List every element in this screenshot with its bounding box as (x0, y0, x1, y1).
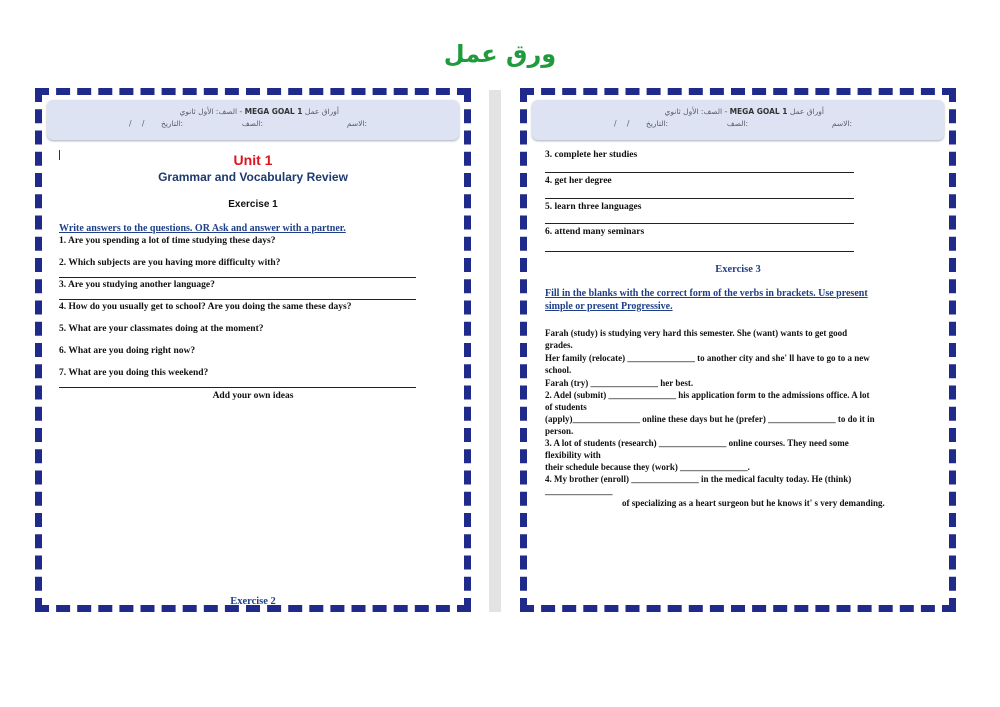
exercise-3-line-5: Farah (try) _______________ her best. (545, 378, 694, 388)
class-label: الصف: (726, 119, 748, 128)
exercise-2-heading: Exercise 2 (230, 596, 276, 607)
exercise-3-instruction-line-2: simple or present Progressive. (545, 301, 673, 312)
question-2: 2. Which subjects are you having more difficulty with? (59, 258, 281, 268)
date-slashes: / / (614, 119, 634, 128)
question-1: 1. Are you spending a lot of time studying these days? (59, 236, 276, 246)
answer-line[interactable] (545, 223, 854, 224)
exercise-3-line-6: 2. Adel (submit) _______________ his application form to the admissions office. A lot (545, 390, 870, 400)
section-subtitle: Grammar and Vocabulary Review (158, 170, 348, 184)
item-6: 6. attend many seminars (545, 227, 645, 237)
question-6: 6. What are you doing right now? (59, 346, 196, 356)
exercise-3-line-2: grades. (545, 340, 573, 350)
exercise-3-heading: Exercise 3 (715, 264, 761, 275)
question-7: 7. What are you doing this weekend? (59, 368, 209, 378)
answer-line[interactable] (545, 198, 854, 199)
answer-line[interactable] (545, 172, 854, 173)
exercise-3-line-1: Farah (study) is studying very hard this semester. She (want) wants to get good (545, 328, 848, 338)
name-label: الاسم: (831, 119, 852, 128)
answer-line[interactable] (545, 251, 854, 252)
answer-line[interactable] (59, 277, 416, 278)
exercise-3-line-11: flexibility with (545, 450, 601, 460)
name-label: الاسم: (346, 119, 367, 128)
date-label: التاريخ: (646, 119, 668, 128)
exercise-1-instruction: Write answers to the questions. OR Ask and answer with a partner. (59, 223, 346, 234)
exercise-3-line-8: (apply)_______________ online these days but he (prefer) _______________ to do it in (545, 414, 875, 424)
item-4: 4. get her degree (545, 176, 612, 186)
answer-line[interactable] (59, 299, 416, 300)
exercise-1-heading: Exercise 1 (228, 199, 278, 210)
answer-line[interactable] (59, 387, 416, 388)
date-slashes: / / (129, 119, 149, 128)
own-ideas-label: Add your own ideas (212, 391, 294, 401)
question-4: 4. How do you usually get to school? Are you doing the same these days? (59, 302, 352, 312)
worksheet-page-right (520, 88, 956, 612)
item-5: 5. learn three languages (545, 202, 642, 212)
worksheet-page-left (35, 88, 471, 612)
page-header: أوراق عمل MEGA GOAL 1 - الصف: الأول ثانوي الاسم: الصف: التاريخ: / / (47, 100, 459, 140)
question-3: 3. Are you studying another language? (59, 280, 215, 290)
item-3: 3. complete her studies (545, 150, 638, 160)
exercise-3-line-14: _______________ (545, 486, 613, 496)
exercise-3-line-9: person. (545, 426, 574, 436)
exercise-3-line-7: of students (545, 402, 587, 412)
page-separator (489, 90, 501, 612)
exercise-3-line-10: 3. A lot of students (research) _______________ online courses. They need some (545, 438, 849, 448)
question-5: 5. What are your classmates doing at the moment? (59, 324, 264, 334)
unit-title: Unit 1 (233, 152, 273, 168)
exercise-3-line-13: 4. My brother (enroll) _______________ in the medical faculty today. He (think) (545, 474, 852, 484)
date-label: التاريخ: (161, 119, 183, 128)
exercise-3-line-15: of specializing as a heart surgeon but he knows it' s very demanding. (622, 498, 885, 508)
exercise-3-line-4: school. (545, 365, 572, 375)
class-label: الصف: (241, 119, 263, 128)
worksheet-title: ورق عمل (443, 40, 557, 68)
exercise-3-instruction-line-1: Fill in the blanks with the correct form of the verbs in brackets. Use present (545, 288, 868, 299)
exercise-3-line-3: Her family (relocate) _______________ to another city and she' ll have to go to a new (545, 353, 870, 363)
page-header: أوراق عمل MEGA GOAL 1 - الصف: الأول ثانوي الاسم: الصف: التاريخ: / / (532, 100, 944, 140)
exercise-3-line-12: their schedule because they (work) _______________. (545, 462, 750, 472)
